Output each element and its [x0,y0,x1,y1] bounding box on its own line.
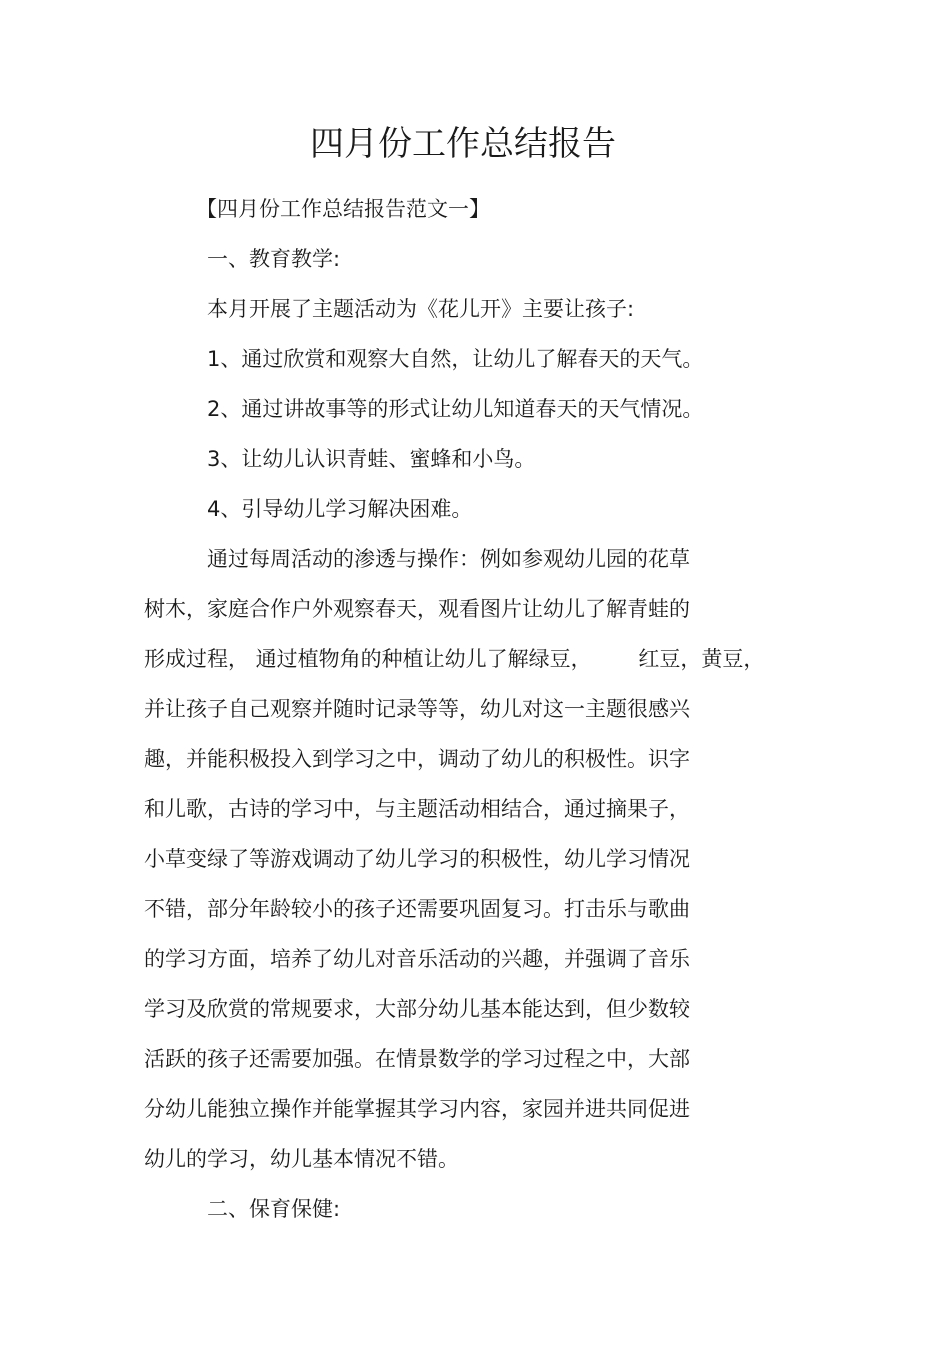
intro-paragraph: 本月开展了主题活动为《花儿开》主要让孩子: [207,297,635,321]
paragraph-line: 不错，部分年龄较小的孩子还需要巩固复习。打击乐与歌曲 [144,897,690,921]
paragraph-line: 小草变绿了等游戏调动了幼儿学习的积极性，幼儿学习情况 [144,847,690,871]
list-item: 2、通过讲故事等的形式让幼儿知道春天的天气情况。 [207,397,704,421]
list-item: 4、引导幼儿学习解决困难。 [207,497,473,521]
section-heading-education: 一、教育教学: [207,247,341,271]
paragraph-line: 分幼儿能独立操作并能掌握其学习内容，家园并进共同促进 [144,1097,690,1121]
document-title: 四月份工作总结报告 [310,124,616,164]
paragraph-line: 学习及欣赏的常规要求，大部分幼儿基本能达到，但少数较 [144,997,690,1021]
paragraph-line: 的学习方面，培养了幼儿对音乐活动的兴趣，并强调了音乐 [144,947,690,971]
paragraph-line: 活跃的孩子还需要加强。在情景数学的学习过程之中，大部 [144,1047,690,1071]
paragraph-line: 形成过程， 通过植物角的种植让幼儿了解绿豆， 红豆，黄豆， [144,647,765,671]
list-item: 3、让幼儿认识青蛙、蜜蜂和小鸟。 [207,447,536,471]
paragraph-line: 并让孩子自己观察并随时记录等等，幼儿对这一主题很感兴 [144,697,690,721]
paragraph-line: 树木，家庭合作户外观察春天，观看图片让幼儿了解青蛙的 [144,597,690,621]
paragraph-line: 幼儿的学习，幼儿基本情况不错。 [144,1147,459,1171]
paragraph-line: 和儿歌，古诗的学习中，与主题活动相结合，通过摘果子， [144,797,690,821]
document-subtitle: 【四月份工作总结报告范文一】 [196,197,490,221]
paragraph-line: 通过每周活动的渗透与操作：例如参观幼儿园的花草 [207,547,690,571]
list-item: 1、通过欣赏和观察大自然，让幼儿了解春天的天气。 [207,347,704,371]
section-heading-health: 二、保育保健: [207,1197,341,1221]
paragraph-line: 趣，并能积极投入到学习之中，调动了幼儿的积极性。识字 [144,747,690,771]
